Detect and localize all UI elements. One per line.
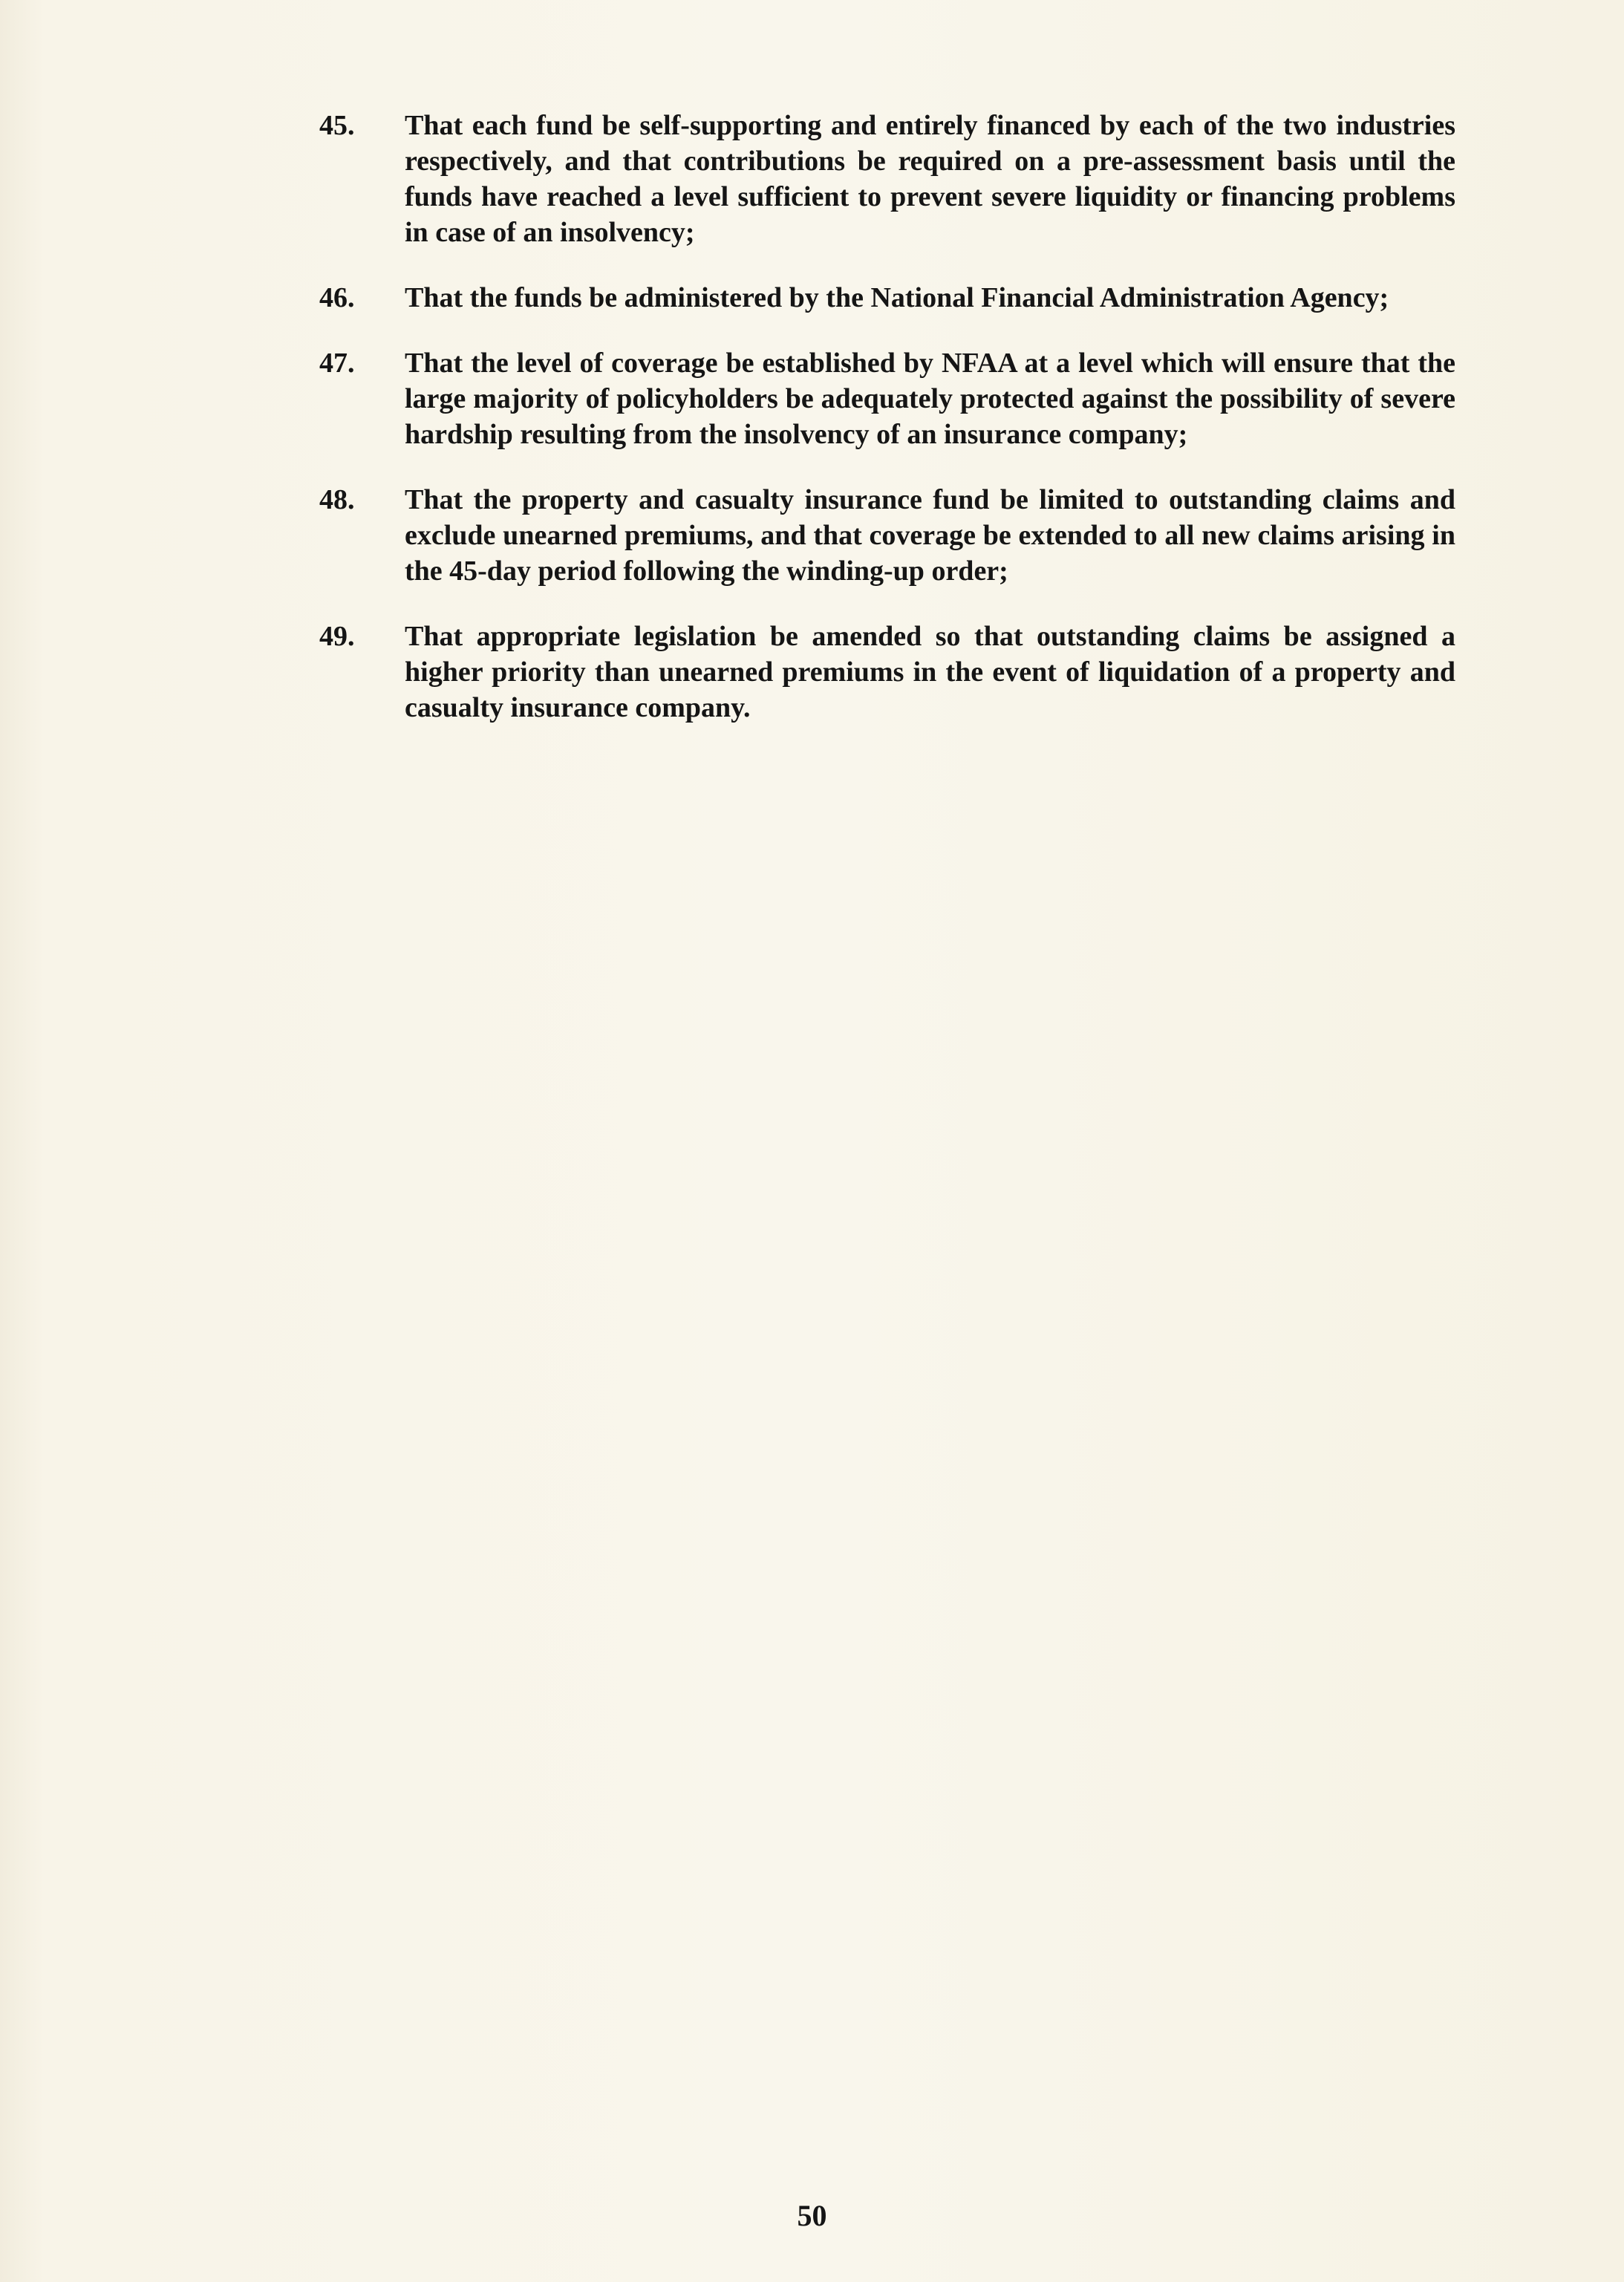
recommendation-number: 48. — [319, 484, 355, 515]
recommendation-text: That the level of coverage be established by NFAA at a level which will ensure that the large majority of policyholders be adequately protected against the possibility of severe hardship resulting from the insolvency of an insurance company; — [405, 348, 1455, 450]
recommendation-text: That the property and casualty insurance fund be limited to outstanding claims and exclude unearned premiums, and that coverage be extended to all new claims arising in the 45-day period following the winding-up order; — [405, 484, 1455, 587]
recommendation-number: 46. — [319, 282, 355, 313]
recommendations-list — [319, 108, 1455, 726]
page-number: 50 — [797, 2199, 827, 2232]
recommendation-number: 47. — [319, 348, 355, 379]
recommendation-text: That the funds be administered by the National Financial Administration Agency; — [405, 282, 1389, 313]
recommendation-text: That each fund be self-supporting and entirely financed by each of the two industries respectively, and that contributions be required on a pre-assessment basis until the funds have reached a level sufficient to prevent severe liquidity or financing problems in case of an insolvency; — [405, 110, 1455, 248]
recommendation-47 — [319, 345, 1455, 452]
recommendation-46 — [319, 280, 1455, 316]
recommendation-text: That appropriate legislation be amended so that outstanding claims be assigned a higher priority than unearned premiums in the event of liquidation of a property and casualty insurance company. — [405, 621, 1455, 723]
recommendation-48 — [319, 482, 1455, 589]
recommendation-number: 49. — [319, 621, 355, 652]
recommendation-49 — [319, 619, 1455, 726]
recommendation-number: 45. — [319, 110, 355, 141]
recommendation-45 — [319, 108, 1455, 250]
